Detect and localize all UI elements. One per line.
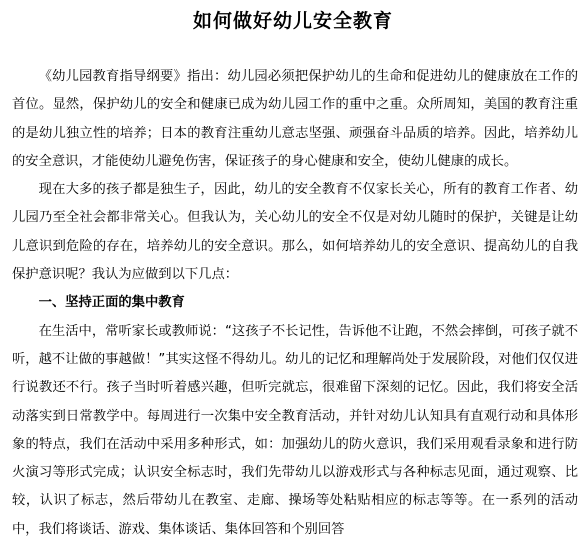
section-heading: 一、坚持正面的集中教育 (38, 295, 185, 311)
paragraph-1: 《幼儿园教育指导纲要》指出：幼儿园必须把保护幼儿的生命和促进幼儿的健康放在工作的首位。显然，保护幼儿的安全和健康已成为幼儿园工作的重中之重。众所周知，美国的教育注重的是幼儿独立性的培养；日本的教育注重幼儿意志坚强、顽强奋斗品质的培养。因此，培养幼儿的安全意识，才能使幼儿避免伤害，保证孩子的身心健康和安全，使幼儿健康的成长。 (12, 69, 578, 169)
paragraph-2: 现在大多的孩子都是独生子，因此，幼儿的安全教育不仅家长关心，所有的教育工作者、幼儿园乃至全社会都非常关心。但我认为，关心幼儿的安全不仅是对幼儿随时的保护，关键是让幼儿意识到危险的存在，培养幼儿的安全意识。那么，如何培养幼儿的安全意识、提高幼儿的自我保护意识呢？我认为应做到以下几点： (12, 182, 578, 283)
document-body (12, 63, 578, 536)
document-title: 如何做好幼儿安全教育 (192, 10, 393, 32)
paragraph-3: 在生活中，常听家长或教师说：“这孩子不长记性，告诉他不让跑，不然会摔倒，可孩子就不听，越不让做的事越做！”其实这怪不得幼儿。幼儿的记忆和理解尚处于发展阶段，对他们仅仅进行说教还不行。孩子当时听着感兴趣，但听完就忘，很难留下深刻的记忆。因此，我们将安全活动落实到日常教学中。每周进行一次集中安全教育活动，并针对幼儿认知具有直观行动和具体形象的特点，我们在活动中采用多种形式，如：加强幼儿的防火意识，我们采用观看录象和进行防火演习等形式完成；认识安全标志时，我们先带幼儿以游戏形式与各种标志见面，通过观察、比较，认识了标志，然后带幼儿在教室、走廊、操场等处粘贴相应的标志等等。在一系列的活动中，我们将谈话、游戏、集体谈话、集体回答和个别回答 (12, 323, 578, 536)
